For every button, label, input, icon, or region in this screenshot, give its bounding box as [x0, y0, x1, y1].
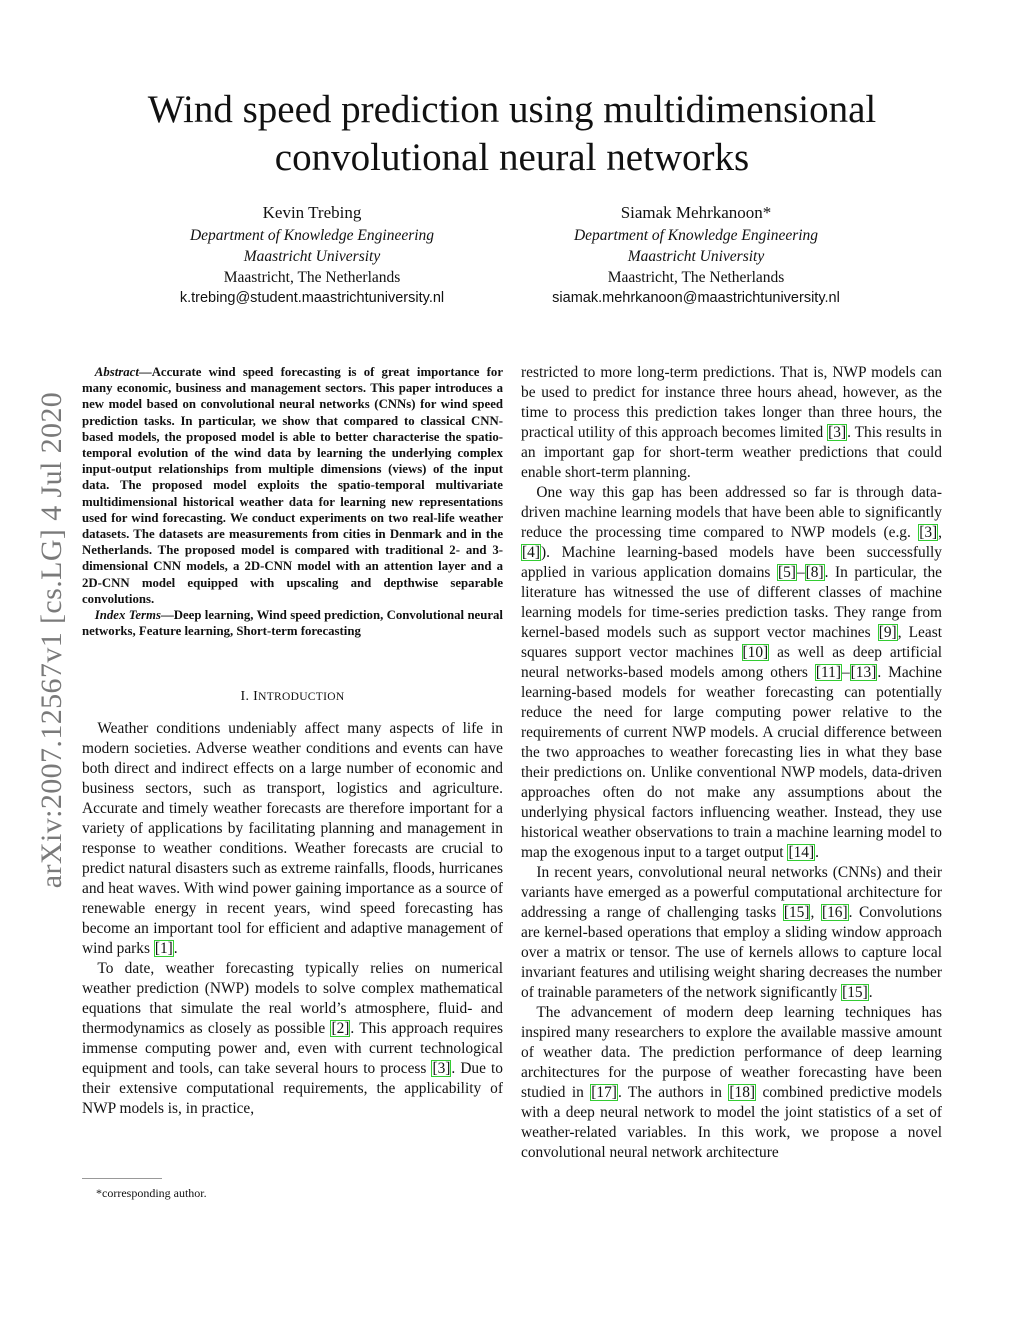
text-run: combined predictive models with a deep neural network to model the joint statistics of a set of weather-related variables. In this work, we propose a novel convolutional neural network architecture: [521, 1084, 942, 1161]
author-university: Maastricht University: [243, 248, 381, 265]
text-run: Weather conditions undeniably affect many aspects of life in modern societies. Adverse weather conditions and events can have both direct and indirect effects on a large number of economic and business sectors, such as transport, logistics and agriculture. Accurate and timely weather forecasts are therefore important for a variety of applications by facilitating planning and management in response to weather conditions. Weather forecasts are crucial to predict natural disasters such as extreme rainfalls, floods, hurricanes and heat waves. With wind power gaining importance as a source of renewable energy in recent years, wind speed forecasting has become an important tool for efficient and adaptive management of wind parks: [82, 720, 503, 958]
text-run: . This results in an important gap for short-term weather predictions that could enable short-term planning.: [521, 424, 942, 481]
author-location: Maastricht, The Netherlands: [223, 269, 401, 286]
citation-link[interactable]: [15]: [842, 984, 868, 1001]
abstract-text: —Accurate wind speed forecasting is of great importance for many economic, business and management sectors. This paper introduces a new model based on convolutional neural networks (CNNs) for wind speed prediction tasks. In particular, we show that compared to classical CNN-based models, the proposed model is able to better characterise the spatio-temporal evolution of the wind data by learning the underlying complex input-output relationships from multiple dimensions (views) of the input data. The proposed model exploits the spatio-temporal multivariate multidimensional historical weather data for learning new representations used for wind forecasting. We conduct experiments on two real-life weather datasets. The datasets are measurements from cities in Denmark and in the Netherlands. The proposed model is compared with traditional 2- and 3-dimensional CNN models, a 2D-CNN model with an attention layer and a 2D-CNN model equipped with upscaling and depthwise separable convolutions.: [82, 365, 503, 606]
author-block-1: [122, 202, 502, 309]
citation-link[interactable]: [11]: [815, 664, 841, 681]
paragraph: [521, 863, 942, 1003]
text-run: . Due to their extensive computational requirements, the applicability of NWP models is, in practice,: [82, 1060, 503, 1118]
paragraph: [82, 719, 503, 959]
text-run: –: [796, 564, 805, 581]
citation-link[interactable]: [10]: [742, 644, 769, 661]
text-run: One way this gap has been addressed so far is through data-driven machine learning models that have been able to significantly reduce the processing time compared to NWP models (e.g.: [521, 484, 942, 541]
index-terms-text: —Deep learning, Wind speed prediction, Convolutional neural networks, Feature learning, Short-term forecasting: [82, 608, 503, 639]
text-run: .: [868, 984, 873, 1001]
paper-title: [60, 86, 964, 182]
author-email[interactable]: siamak.mehrkanoon@maastrichtuniversity.nl: [552, 290, 840, 306]
section-number: I.: [240, 689, 250, 705]
text-run: . Machine learning-based models for weather forecasting can potentially reduce the need for large computing power relative to the requirements of current NWP models. A crucial difference between the two approaches to weather forecasting lies in what they base their predictions on. Unlike conventional NWP models, data-driven approaches often do not make any assumptions about the underlying physical factors influencing weather. Instead, they use historical weather observations to train a machine learning model to map the exogenous input to a target output: [521, 664, 942, 861]
author-location: Maastricht, The Netherlands: [607, 269, 785, 286]
text-run: .: [815, 844, 819, 861]
paragraph: [82, 959, 503, 1119]
text-run: , Least squares support vector machines: [521, 624, 942, 661]
abstract: [82, 364, 503, 607]
text-run: In recent years, convolutional neural networks (CNNs) and their variants have emerged as a powerful computational architecture for addressing a range of challenging tasks: [521, 864, 942, 921]
citation-link[interactable]: [8]: [805, 564, 824, 581]
text-run: ,: [810, 904, 821, 921]
index-terms-label: Index Terms: [94, 608, 161, 623]
citation-link[interactable]: [5]: [777, 564, 796, 581]
left-column: [82, 364, 503, 1119]
footnote-rule: [82, 1178, 162, 1179]
text-run: –: [841, 664, 850, 681]
author-name: Kevin Trebing: [262, 203, 362, 222]
text-run: . This approach requires immense computing power and, even with current technological equipment and tools, can take several hours to process: [82, 1020, 503, 1078]
section-title-rest: NTRODUCTION: [258, 691, 345, 704]
text-run: as well as deep artificial neural networks-based models among others: [521, 644, 942, 681]
citation-link[interactable]: [3]: [432, 1060, 451, 1078]
abstract-label: Abstract: [94, 365, 139, 379]
text-run: . In particular, the literature has witnessed the use of different classes of machine learning models for time-series prediction tasks. They range from kernel-based models such as support vector machines: [521, 564, 942, 641]
author-department: Department of Knowledge Engineering: [573, 227, 819, 244]
citation-link[interactable]: [3]: [828, 424, 847, 441]
text-run: To date, weather forecasting typically relies on numerical weather prediction (NWP) models to solve complex mathematical equations that simulate the real world’s atmosphere, fluid- and thermodynamics as closely as possible: [82, 960, 503, 1038]
citation-link[interactable]: [1]: [154, 940, 173, 958]
title-line-1: Wind speed prediction using multidimensional: [147, 88, 877, 131]
author-block-2: [506, 202, 886, 309]
paragraph: [521, 1003, 942, 1163]
section-heading-introduction: [82, 687, 503, 707]
citation-link[interactable]: [3]: [919, 524, 938, 541]
text-run: ,: [938, 524, 942, 541]
citation-link[interactable]: [14]: [788, 844, 815, 861]
citation-link[interactable]: [9]: [878, 624, 897, 641]
author-email[interactable]: k.trebing@student.maastrichtuniversity.nl: [179, 290, 445, 306]
text-run: . Convolutions are kernel-based operations that employ a sliding window approach over a matrix or tensor. The use of kernels allows to capture local invariant features and utilising weight sharing decreases the number of trainable parameters of the network significantly: [521, 904, 942, 1001]
section-title-cap: I: [253, 689, 259, 705]
paragraph: [521, 483, 942, 863]
citation-link[interactable]: [13]: [850, 664, 877, 681]
text-run: ). Machine learning-based models have been successfully applied in various application domains: [521, 544, 942, 581]
footnote: *corresponding author.: [96, 1186, 207, 1200]
text-run: . The authors in: [617, 1084, 729, 1101]
citation-link[interactable]: [15]: [783, 904, 810, 921]
citation-link[interactable]: [4]: [522, 544, 540, 561]
citation-link[interactable]: [16]: [821, 904, 848, 921]
author-name: Siamak Mehrkanoon*: [620, 203, 772, 222]
citation-link[interactable]: [18]: [729, 1084, 756, 1101]
paragraph: [521, 363, 942, 483]
citation-link[interactable]: [2]: [331, 1020, 350, 1038]
index-terms: [82, 607, 503, 639]
text-run: The advancement of modern deep learning techniques has inspired many researchers to explore the available massive amount of weather data. The prediction performance of deep learning architectures for the purpose of weather forecasting have been studied in: [521, 1004, 942, 1101]
author-university: Maastricht University: [627, 248, 765, 265]
text-run: restricted to more long-term predictions. That is, NWP models can be used to predict for instance three hours ahead, however, as the time to process this prediction takes longer than three hours, the practical utility of this approach becomes limited: [521, 364, 942, 441]
text-run: .: [173, 940, 178, 958]
title-line-2: convolutional neural networks: [274, 136, 750, 179]
right-column: [521, 363, 942, 1163]
arxiv-identifier: arXiv:2007.12567v1 [cs.LG] 4 Jul 2020: [35, 391, 68, 889]
citation-link[interactable]: [17]: [591, 1084, 617, 1101]
author-department: Department of Knowledge Engineering: [189, 227, 435, 244]
